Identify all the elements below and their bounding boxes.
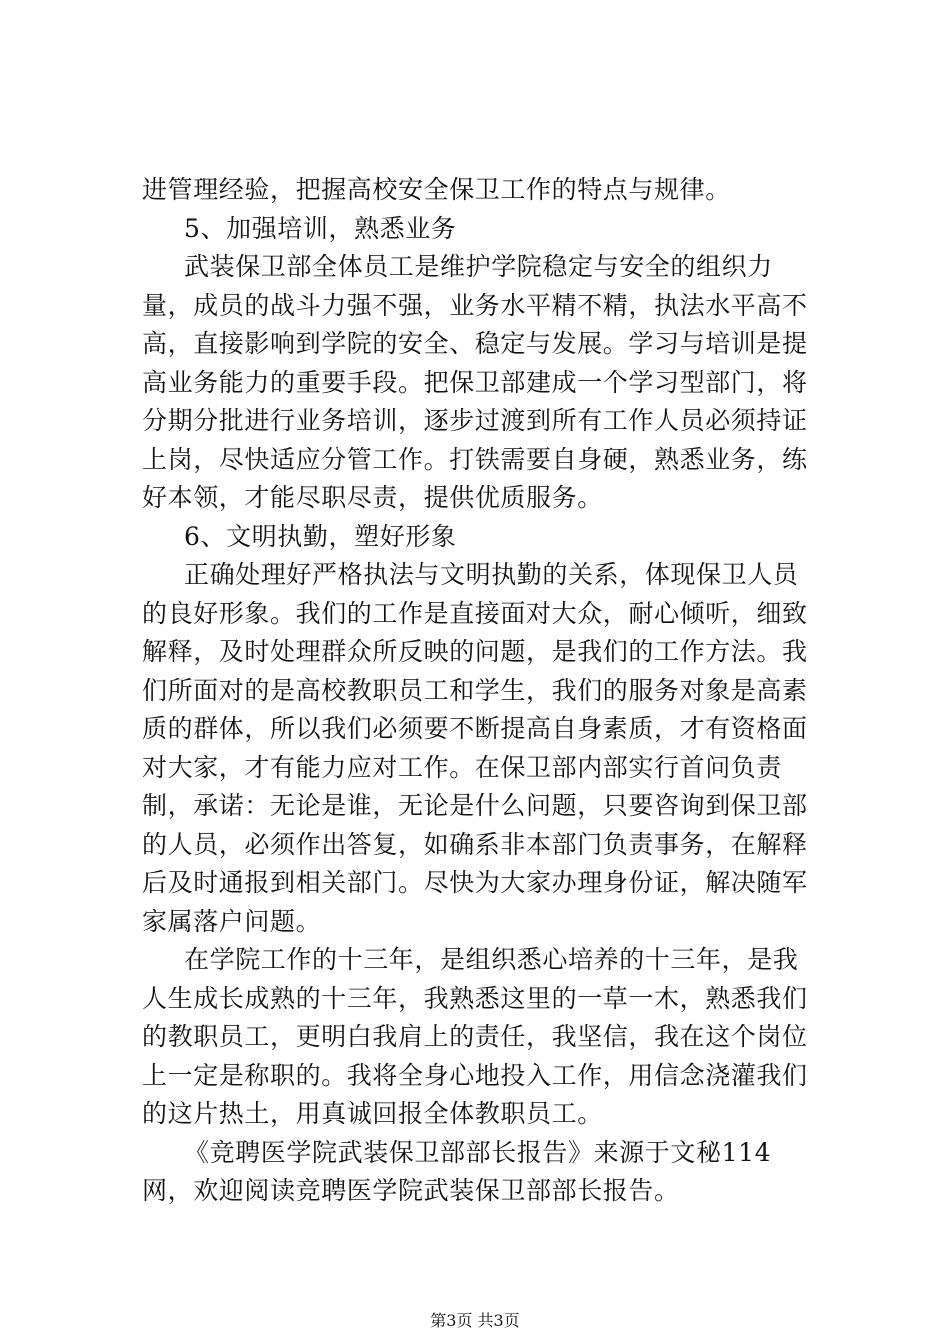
paragraph-closing: 在学院工作的十三年，是组织悉心培养的十三年，是我人生成长成熟的十三年，我熟悉这里的一草一木，熟悉我们的教职员工，更明白我肩上的责任，我坚信，我在这个岗位上一定是称职的。我将全身心地投入工作，用信念浇灌我们的这片热土，用真诚回报全体教职员工。 — [142, 945, 808, 1128]
paragraph-source-note: 《竞聘医学院武装保卫部部长报告》来源于文秘114网，欢迎阅读竞聘医学院武装保卫部部长报告。 — [142, 1137, 772, 1205]
paragraph-training: 武装保卫部全体员工是维护学院稳定与安全的组织力量，成员的战斗力强不强，业务水平精不精，执法水平高不高，直接影响到学院的安全、稳定与发展。学习与培训是提高业务能力的重要手段。把保卫部建成一个学习型部门，将分期分批进行业务培训，逐步过渡到所有工作人员必须持证上岗，尽快适应分管工作。打铁需要自身硬，熟悉业务，练好本领，才能尽职尽责，提供优质服务。 — [142, 252, 808, 512]
page-number-footer: 第3页 共3页 — [430, 1311, 520, 1330]
document-body — [142, 171, 822, 1211]
paragraph-conduct: 正确处理好严格执法与文明执勤的关系，体现保卫人员的良好形象。我们的工作是直接面对大众，耐心倾听，细致解释，及时处理群众所反映的问题，是我们的工作方法。我们所面对的是高校教职员工和学生，我们的服务对象是高素质的群体，所以我们必须要不断提高自身素质，才有资格面对大家，才有能力应对工作。在保卫部内部实行首问负责制，承诺：无论是谁，无论是什么问题，只要咨询到保卫部的人员，必须作出答复，如确系非本部门负责事务，在解释后及时通报到相关部门。尽快为大家办理身份证，解决随军家属落户问题。 — [142, 560, 808, 936]
paragraph-continuation: 进管理经验，把握高校安全保卫工作的特点与规律。 — [142, 175, 731, 204]
section-heading-conduct: 6、文明执勤，塑好形象 — [184, 521, 457, 551]
section-heading-training: 5、加强培训，熟悉业务 — [184, 213, 457, 243]
